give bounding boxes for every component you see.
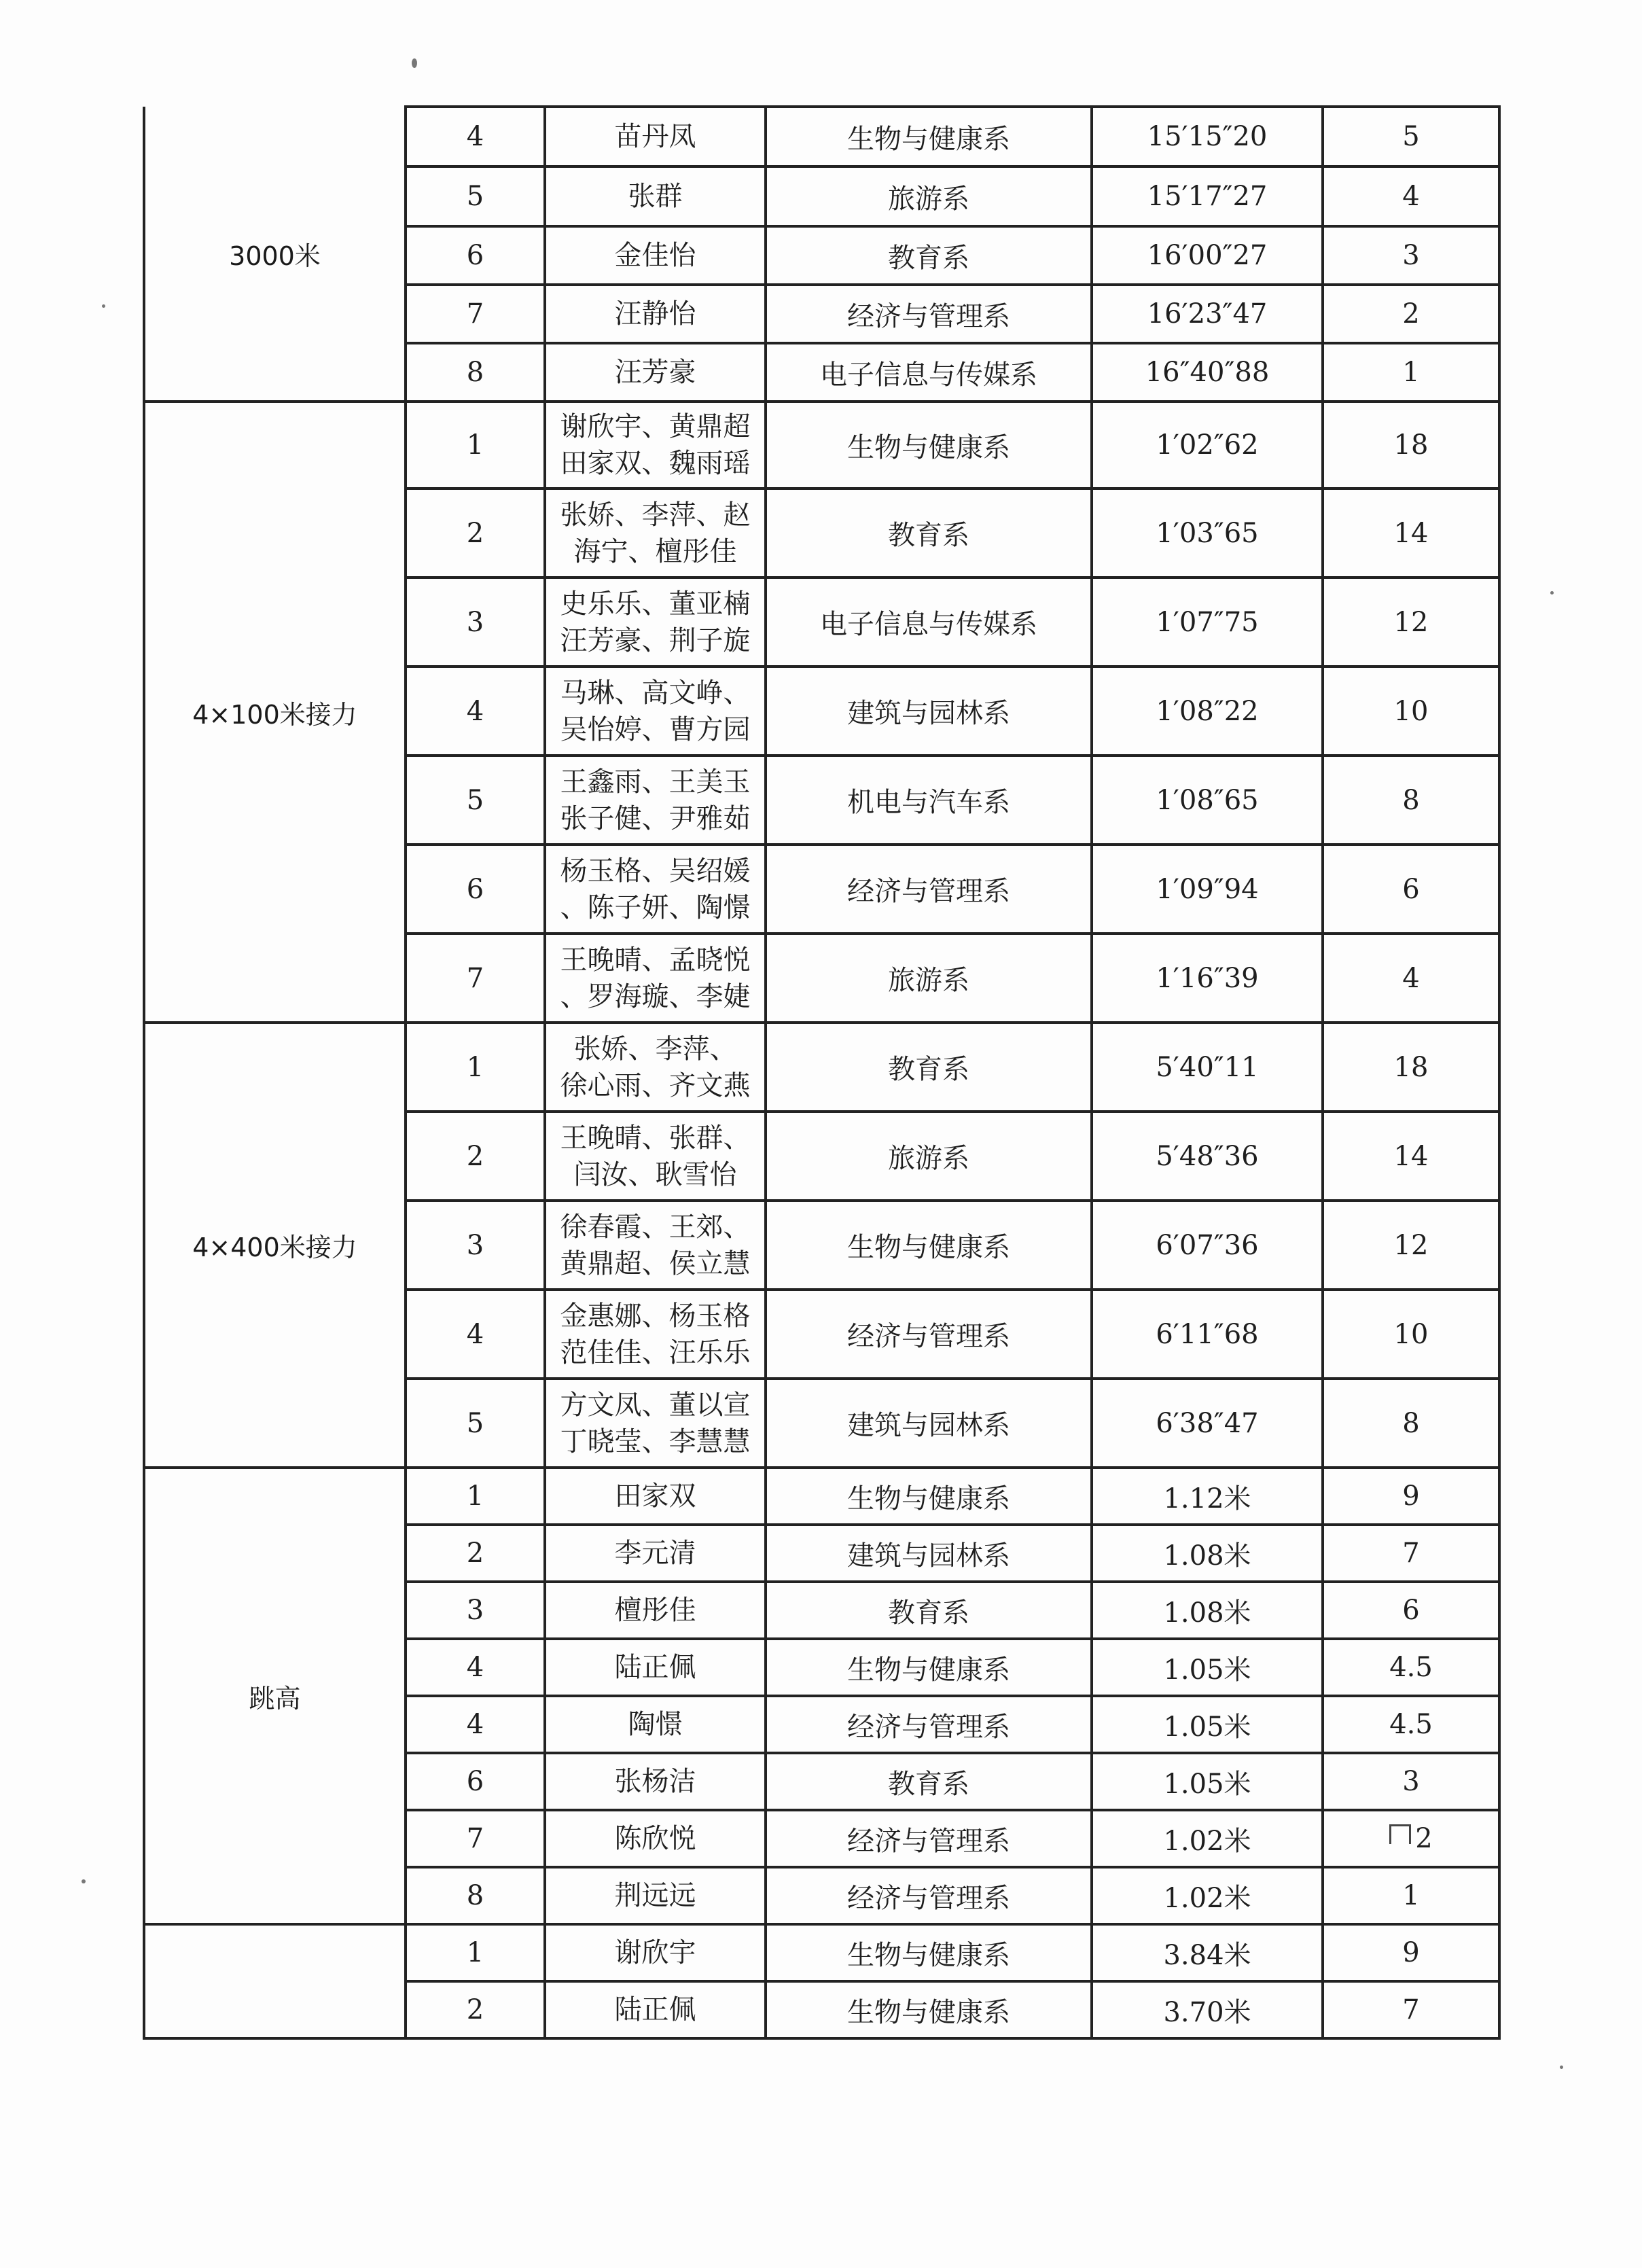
scan-speck (1560, 2066, 1563, 2069)
department-cell: 经济与管理系 (766, 1696, 1092, 1753)
department-cell: 经济与管理系 (766, 845, 1092, 934)
department-cell: 电子信息与传媒系 (766, 343, 1092, 402)
athlete-names-line: 汪芳豪、荆子旋 (560, 624, 751, 656)
department-cell: 经济与管理系 (766, 1867, 1092, 1924)
score-cell: 8 (1323, 1379, 1499, 1468)
score-cell: 3 (1323, 226, 1499, 285)
score-cell: 18 (1323, 1023, 1499, 1112)
department-cell: 教育系 (766, 1023, 1092, 1112)
athlete-name-cell: 陶憬 (545, 1696, 766, 1753)
department-cell: 机电与汽车系 (766, 756, 1092, 845)
score-cell: 1 (1323, 343, 1499, 402)
score-cell: 18 (1323, 402, 1499, 489)
athlete-names-line: 马琳、高文峥、 (560, 677, 751, 709)
athlete-names-line: 闫汝、耿雪怡 (573, 1158, 737, 1190)
athlete-name-cell: 张杨洁 (545, 1753, 766, 1810)
score-value: 2 (1415, 1823, 1433, 1854)
result-cell: 5′40″11 (1092, 1023, 1323, 1112)
athlete-names-line: 徐心雨、齐文燕 (560, 1069, 751, 1101)
athlete-names-cell (545, 402, 766, 489)
athlete-name-cell: 荆远远 (545, 1867, 766, 1924)
athlete-names-cell (545, 1290, 766, 1379)
athlete-name-cell: 李元清 (545, 1525, 766, 1582)
rank-cell: 8 (406, 343, 545, 402)
athlete-names-cell (545, 1201, 766, 1290)
athlete-name-cell: 檀彤佳 (545, 1582, 766, 1639)
athlete-names-line: 张子健、尹雅茹 (560, 802, 751, 834)
score-cell: 5 (1323, 107, 1499, 166)
athlete-names-line: 吴怡婷、曹方园 (560, 713, 751, 745)
athlete-names-line: 史乐乐、董亚楠 (560, 588, 751, 620)
table-row (144, 107, 1499, 166)
result-cell: 1.02米 (1092, 1810, 1323, 1867)
result-cell: 1′08″22 (1092, 667, 1323, 756)
score-cell: 4 (1323, 166, 1499, 226)
athlete-names-line: 王晚晴、张群、 (560, 1122, 751, 1154)
result-cell: 16′23″47 (1092, 285, 1323, 343)
rank-cell: 4 (406, 107, 545, 166)
department-cell: 经济与管理系 (766, 1290, 1092, 1379)
rank-cell: 5 (406, 1379, 545, 1468)
rank-cell: 2 (406, 1981, 545, 2038)
score-cell: 12 (1323, 1201, 1499, 1290)
rank-cell: 3 (406, 1201, 545, 1290)
event-name-cell (144, 1924, 406, 2038)
score-cell: 9 (1323, 1468, 1499, 1525)
department-cell: 经济与管理系 (766, 1810, 1092, 1867)
athlete-name-cell: 谢欣宇 (545, 1924, 766, 1981)
rank-cell: 2 (406, 1112, 545, 1201)
score-cell: 7 (1323, 1525, 1499, 1582)
score-cell: 4 (1323, 934, 1499, 1023)
rank-cell: 7 (406, 285, 545, 343)
result-cell: 1′07″75 (1092, 578, 1323, 667)
athlete-names-line: 谢欣宇、黄鼎超 (560, 411, 751, 442)
scan-speck (1550, 591, 1554, 595)
department-cell: 生物与健康系 (766, 107, 1092, 166)
score-cell: 4.5 (1323, 1639, 1499, 1696)
athlete-names-line: 范佳佳、汪乐乐 (560, 1336, 751, 1368)
department-cell: 生物与健康系 (766, 1201, 1092, 1290)
rank-cell: 1 (406, 1023, 545, 1112)
athlete-names-line: 金惠娜、杨玉格 (560, 1300, 751, 1332)
result-cell: 1.02米 (1092, 1867, 1323, 1924)
department-cell: 生物与健康系 (766, 1924, 1092, 1981)
result-cell: 1.05米 (1092, 1639, 1323, 1696)
athlete-name-cell: 张群 (545, 166, 766, 226)
rank-cell: 4 (406, 1290, 545, 1379)
result-cell: 5′48″36 (1092, 1112, 1323, 1201)
department-cell: 教育系 (766, 226, 1092, 285)
department-cell: 教育系 (766, 1753, 1092, 1810)
rank-cell: 5 (406, 166, 545, 226)
athlete-name-cell: 金佳怡 (545, 226, 766, 285)
result-cell: 3.84米 (1092, 1924, 1323, 1981)
athlete-name-cell: 陈欣悦 (545, 1810, 766, 1867)
result-cell: 1.08米 (1092, 1582, 1323, 1639)
result-cell: 1′09″94 (1092, 845, 1323, 934)
score-cell: 4.5 (1323, 1696, 1499, 1753)
rank-cell: 8 (406, 1867, 545, 1924)
athlete-names-line: 王鑫雨、王美玉 (560, 766, 751, 798)
rank-cell: 6 (406, 226, 545, 285)
result-cell: 1.05米 (1092, 1753, 1323, 1810)
result-cell: 1′16″39 (1092, 934, 1323, 1023)
result-cell: 6′11″68 (1092, 1290, 1323, 1379)
athlete-names-cell (545, 934, 766, 1023)
event-name-cell: 3000米 (144, 107, 406, 402)
score-cell: 10 (1323, 1290, 1499, 1379)
rank-cell: 1 (406, 1924, 545, 1981)
rank-cell: 4 (406, 1696, 545, 1753)
rank-cell: 2 (406, 1525, 545, 1582)
handwritten-mark (1389, 1824, 1411, 1844)
result-cell: 1.08米 (1092, 1525, 1323, 1582)
results-table (143, 105, 1501, 2040)
score-cell: 6 (1323, 845, 1499, 934)
score-cell: 14 (1323, 1112, 1499, 1201)
department-cell: 经济与管理系 (766, 285, 1092, 343)
department-cell: 旅游系 (766, 934, 1092, 1023)
athlete-name-cell: 汪静怡 (545, 285, 766, 343)
scan-speck (412, 58, 417, 68)
table-row (144, 1924, 1499, 1981)
athlete-name-cell: 陆正佩 (545, 1639, 766, 1696)
result-cell: 16′00″27 (1092, 226, 1323, 285)
result-cell: 6′07″36 (1092, 1201, 1323, 1290)
rank-cell: 3 (406, 1582, 545, 1639)
athlete-names-cell (545, 1023, 766, 1112)
event-name-cell: 4×400米接力 (144, 1023, 406, 1468)
athlete-name-cell: 田家双 (545, 1468, 766, 1525)
table-row (144, 1468, 1499, 1525)
athlete-names-line: 王晚晴、孟晓悦 (560, 944, 751, 976)
department-cell: 建筑与园林系 (766, 1525, 1092, 1582)
rank-cell: 4 (406, 667, 545, 756)
athlete-names-line: 张娇、李萍、 (573, 1033, 737, 1065)
score-cell: 12 (1323, 578, 1499, 667)
athlete-names-line: 张娇、李萍、赵 (560, 499, 751, 531)
score-cell: 3 (1323, 1753, 1499, 1810)
athlete-name-cell: 苗丹凤 (545, 107, 766, 166)
rank-cell: 7 (406, 1810, 545, 1867)
result-cell: 1.05米 (1092, 1696, 1323, 1753)
athlete-names-line: 黄鼎超、侯立慧 (560, 1247, 751, 1279)
department-cell: 教育系 (766, 1582, 1092, 1639)
athlete-names-cell (545, 756, 766, 845)
result-cell: 16″40″88 (1092, 343, 1323, 402)
rank-cell: 7 (406, 934, 545, 1023)
score-cell: 2 (1323, 285, 1499, 343)
athlete-names-cell (545, 1379, 766, 1468)
result-cell: 15′17″27 (1092, 166, 1323, 226)
athlete-names-line: 海宁、檀彤佳 (573, 535, 737, 567)
athlete-names-line: 、陈子妍、陶憬 (560, 891, 751, 923)
table-row (144, 1023, 1499, 1112)
rank-cell: 4 (406, 1639, 545, 1696)
rank-cell: 6 (406, 1753, 545, 1810)
event-name-cell: 4×100米接力 (144, 402, 406, 1023)
result-cell: 6′38″47 (1092, 1379, 1323, 1468)
score-cell: 7 (1323, 1981, 1499, 2038)
department-cell: 旅游系 (766, 166, 1092, 226)
score-cell: 14 (1323, 489, 1499, 578)
department-cell: 生物与健康系 (766, 402, 1092, 489)
department-cell: 生物与健康系 (766, 1981, 1092, 2038)
athlete-name-cell: 陆正佩 (545, 1981, 766, 2038)
athlete-names-cell (545, 667, 766, 756)
score-cell: 10 (1323, 667, 1499, 756)
athlete-names-line: 杨玉格、吴绍媛 (560, 855, 751, 887)
athlete-names-line: 方文凤、董以宣 (560, 1389, 751, 1421)
score-cell: 6 (1323, 1582, 1499, 1639)
athlete-names-line: 田家双、魏雨瑶 (560, 448, 751, 479)
result-cell: 1′08″65 (1092, 756, 1323, 845)
result-cell: 15′15″20 (1092, 107, 1323, 166)
rank-cell: 1 (406, 1468, 545, 1525)
rank-cell: 6 (406, 845, 545, 934)
rank-cell: 3 (406, 578, 545, 667)
athlete-names-cell (545, 1112, 766, 1201)
score-cell: 1 (1323, 1867, 1499, 1924)
athlete-name-cell: 汪芳豪 (545, 343, 766, 402)
department-cell: 建筑与园林系 (766, 1379, 1092, 1468)
athlete-names-line: 、罗海璇、李婕 (560, 980, 751, 1012)
athlete-names-cell (545, 845, 766, 934)
athlete-names-line: 丁晓莹、李慧慧 (560, 1425, 751, 1457)
event-name-cell: 跳高 (144, 1468, 406, 1924)
score-cell: 9 (1323, 1924, 1499, 1981)
department-cell: 生物与健康系 (766, 1468, 1092, 1525)
rank-cell: 1 (406, 402, 545, 489)
rank-cell: 2 (406, 489, 545, 578)
department-cell: 电子信息与传媒系 (766, 578, 1092, 667)
result-cell: 1′02″62 (1092, 402, 1323, 489)
department-cell: 生物与健康系 (766, 1639, 1092, 1696)
department-cell: 旅游系 (766, 1112, 1092, 1201)
scan-speck (102, 304, 105, 308)
score-cell: 8 (1323, 756, 1499, 845)
scan-speck (82, 1879, 86, 1883)
department-cell: 建筑与园林系 (766, 667, 1092, 756)
result-cell: 1.12米 (1092, 1468, 1323, 1525)
athlete-names-cell (545, 489, 766, 578)
rank-cell: 5 (406, 756, 545, 845)
athlete-names-cell (545, 578, 766, 667)
department-cell: 教育系 (766, 489, 1092, 578)
result-cell: 1′03″65 (1092, 489, 1323, 578)
table-row (144, 402, 1499, 489)
score-cell (1323, 1810, 1499, 1867)
athlete-names-line: 徐春霞、王郊、 (560, 1211, 751, 1243)
result-cell: 3.70米 (1092, 1981, 1323, 2038)
